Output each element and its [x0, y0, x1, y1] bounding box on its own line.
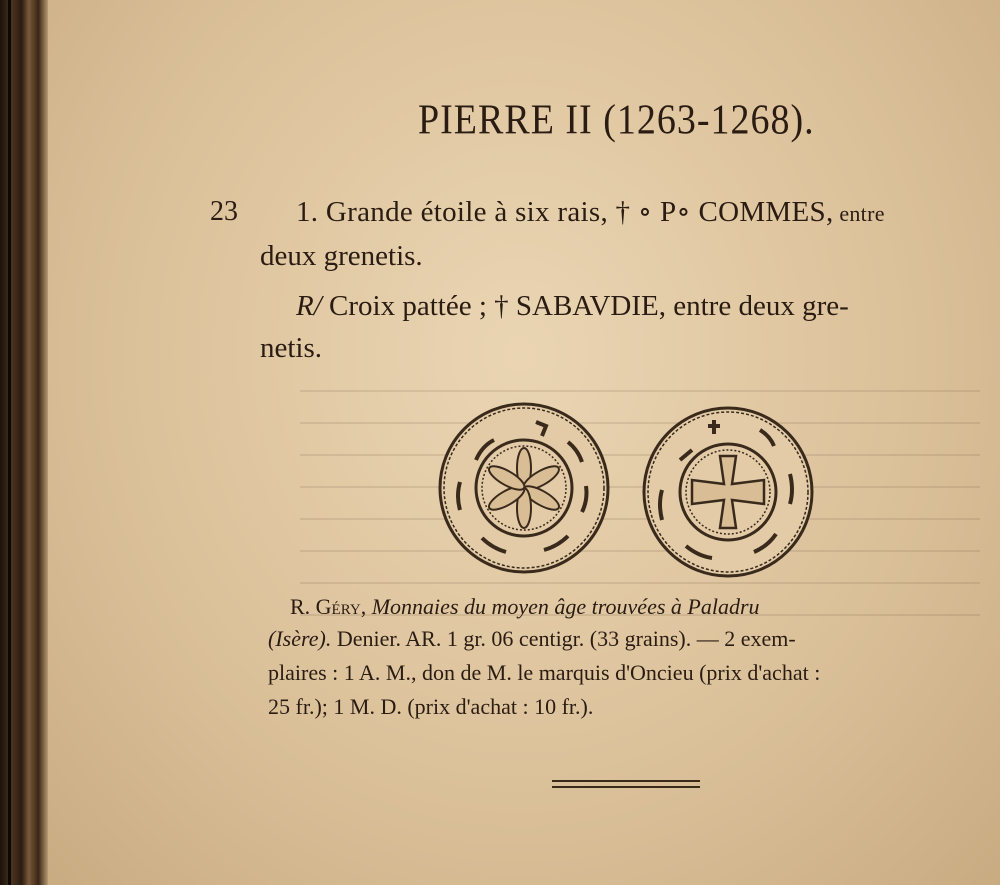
caption-line-2 — [268, 626, 796, 652]
caption-work-title: Monnaies du moyen âge trouvées à Paladru — [371, 594, 760, 619]
book-page — [40, 0, 1000, 885]
reverse-marker: R/ — [296, 290, 322, 322]
entry-line-2: deux grenetis. — [260, 240, 423, 272]
entry-line-4: netis. — [260, 332, 323, 364]
caption-author: R. Géry, — [290, 594, 367, 619]
caption-line-3: plaires : 1 A. M., don de M. le marquis d'Oncieu (prix d'achat : — [268, 660, 821, 685]
entry-line-1-main: 1. Grande étoile à six rais, † ∘ P∘ COMMES, — [296, 196, 834, 228]
coin-reverse-image — [640, 404, 816, 580]
entry-line-3 — [296, 290, 849, 323]
section-divider-top — [552, 780, 700, 782]
reverse-description: Croix pattée ; † SABAVDIE, entre deux gre- — [321, 290, 849, 322]
section-divider-bottom — [552, 786, 700, 788]
caption-line-1 — [290, 594, 760, 620]
coin-obverse-image — [436, 400, 612, 576]
spine-shadow — [8, 0, 11, 885]
caption-location: (Isère). — [268, 626, 332, 651]
caption-line-2-rest: Denier. AR. 1 gr. 06 centigr. (33 grains). — 2 exem- — [331, 626, 796, 651]
entry-number: 23 — [210, 196, 238, 227]
page-title: PIERRE II (1263-1268). — [418, 97, 815, 144]
entry-line-1-small: entre — [833, 201, 885, 226]
entry-line-1 — [296, 194, 885, 229]
book-spine-edge — [0, 0, 48, 885]
caption-line-4: 25 fr.); 1 M. D. (prix d'achat : 10 fr.). — [268, 694, 594, 719]
